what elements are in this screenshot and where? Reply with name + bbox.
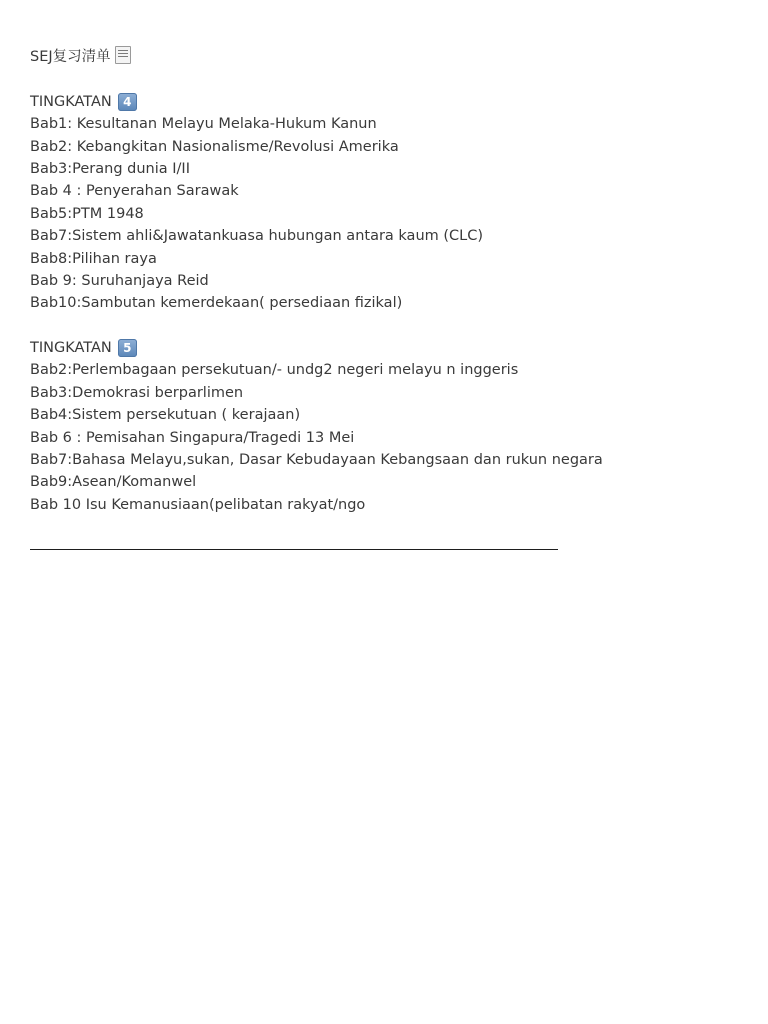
list-item: Bab5:PTM 1948 (30, 205, 144, 222)
memo-icon (115, 46, 131, 64)
list-item: Bab7:Sistem ahli&Jawatankuasa hubungan antara kaum (CLC) (30, 228, 484, 245)
list-item: Bab 10 Isu Kemanusiaan(pelibatan rakyat/ngo (30, 496, 366, 513)
form4-heading-text: TINGKATAN (30, 93, 112, 110)
form5-heading (30, 337, 730, 359)
list-item: Bab3:Perang dunia I/II (30, 160, 190, 177)
form5-heading-text: TINGKATAN (30, 340, 112, 357)
keycap-4-icon: 4 (118, 93, 137, 111)
blank-line (30, 68, 730, 90)
note-title-text: SEJ复习清单 (30, 49, 111, 65)
list-item: Bab 6 : Pemisahan Singapura/Tragedi 13 Mei (30, 429, 355, 446)
list-item: Bab2:Perlembagaan persekutuan/- undg2 negeri melayu n inggeris (30, 362, 519, 379)
list-item: Bab1: Kesultanan Melayu Melaka-Hukum Kanun (30, 116, 377, 133)
list-item: Bab 9: Suruhanjaya Reid (30, 272, 209, 289)
horizontal-divider (30, 549, 558, 550)
keycap-5-icon: 5 (118, 339, 137, 357)
list-item: Bab2: Kebangkitan Nasionalisme/Revolusi Amerika (30, 138, 399, 155)
list-item: Bab10:Sambutan kemerdekaan( persediaan fizikal) (30, 295, 403, 312)
list-item: Bab3:Demokrasi berparlimen (30, 384, 244, 401)
list-item: Bab 4 : Penyerahan Sarawak (30, 183, 239, 200)
note-body (30, 46, 730, 516)
blank-line (30, 315, 730, 337)
list-item: Bab4:Sistem persekutuan ( kerajaan) (30, 407, 301, 424)
form4-heading (30, 91, 730, 113)
note-title (30, 46, 730, 68)
list-item: Bab7:Bahasa Melayu,sukan, Dasar Kebudayaan Kebangsaan dan rukun negara (30, 452, 603, 469)
list-item: Bab8:Pilihan raya (30, 250, 157, 267)
list-item: Bab9:Asean/Komanwel (30, 474, 197, 491)
